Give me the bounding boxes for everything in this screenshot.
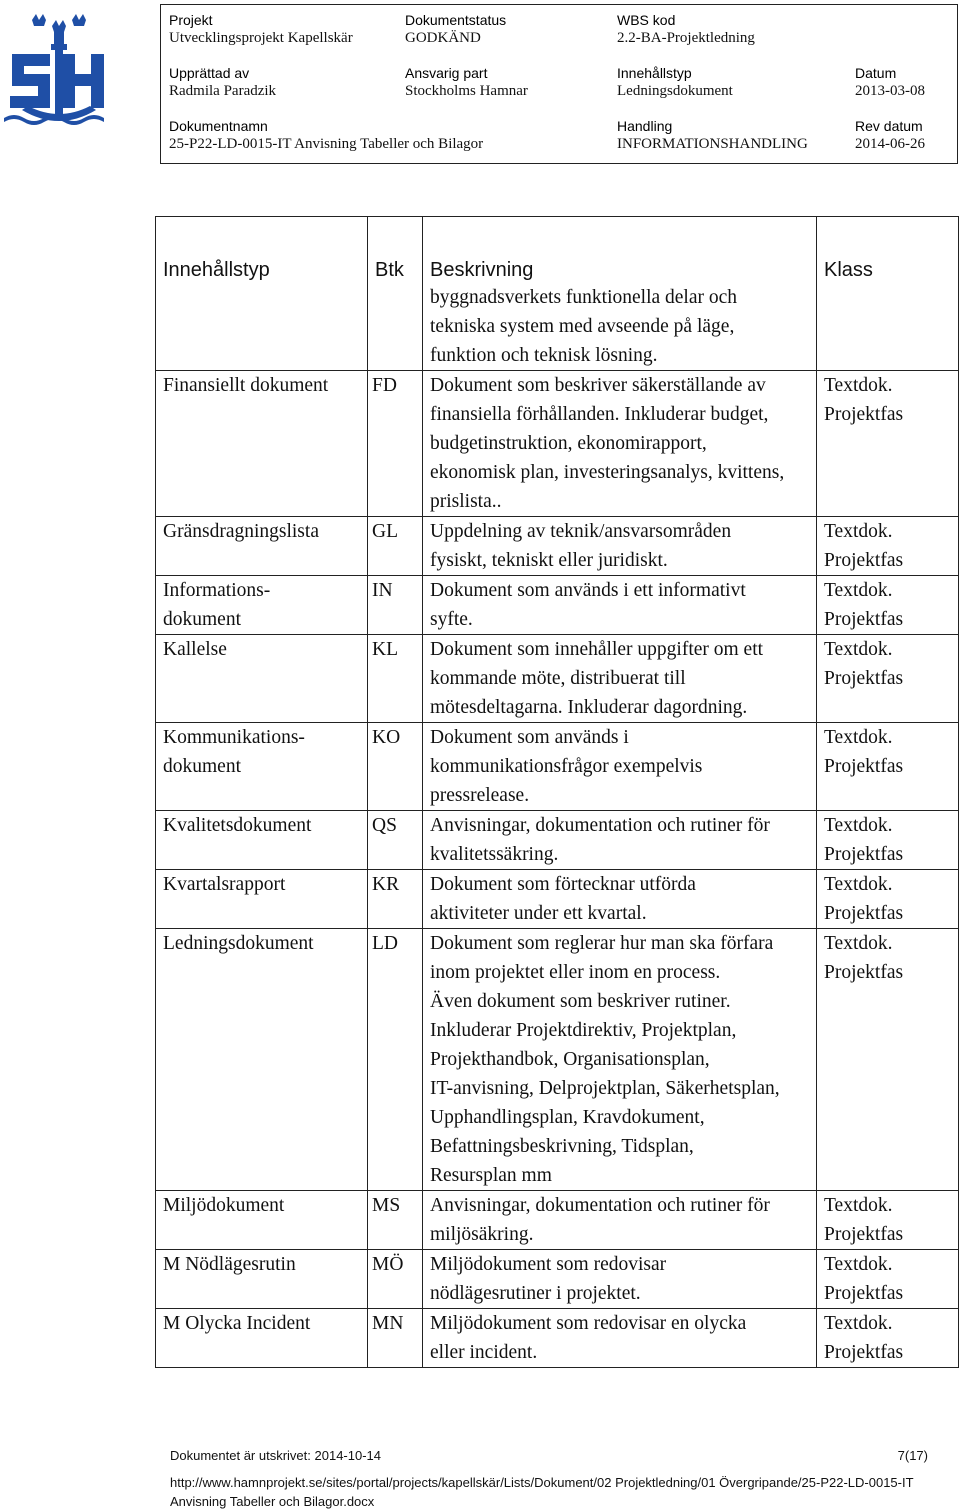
revdatum-value: 2014-06-26 <box>855 136 925 152</box>
table-row <box>156 576 959 635</box>
cell-klass: Textdok. Projektfas <box>817 723 959 811</box>
status-value: GODKÄND <box>405 30 481 46</box>
cell-innehallstyp: Kvartalsrapport <box>156 870 368 929</box>
status-label: Dokumentstatus <box>405 12 507 28</box>
cell-klass: Textdok. Projektfas <box>817 870 959 929</box>
cell-btk: MÖ <box>368 1250 423 1309</box>
cell-klass: Textdok. Projektfas <box>817 1309 959 1368</box>
stockholms-hamnar-logo <box>2 12 115 130</box>
printed-date: Dokumentet är utskrivet: 2014-10-14 <box>170 1448 381 1463</box>
cell-beskrivning: Anvisningar, dokumentation och rutiner för miljösäkring. <box>423 1191 817 1250</box>
cell-innehallstyp: Ledningsdokument <box>156 929 368 1191</box>
ansvarig-value: Stockholms Hamnar <box>405 83 528 99</box>
cell-klass <box>817 283 959 371</box>
cell-beskrivning: Dokument som förtecknar utförda aktiviteter under ett kvartal. <box>423 870 817 929</box>
cell-innehallstyp: M Nödlägesrutin <box>156 1250 368 1309</box>
table-row <box>156 635 959 723</box>
dokumentnamn-label: Dokumentnamn <box>169 118 268 134</box>
table-row <box>156 870 959 929</box>
cell-innehallstyp: Miljödokument <box>156 1191 368 1250</box>
header-beskrivning: Beskrivning <box>423 217 817 284</box>
cell-klass: Textdok. Projektfas <box>817 635 959 723</box>
handling-label: Handling <box>617 118 673 134</box>
cell-innehallstyp: Informations- dokument <box>156 576 368 635</box>
cell-klass: Textdok. Projektfas <box>817 517 959 576</box>
datum-label: Datum <box>855 65 897 81</box>
cell-innehallstyp: Gränsdragningslista <box>156 517 368 576</box>
cell-klass: Textdok. Projektfas <box>817 811 959 870</box>
cell-btk <box>368 283 423 371</box>
table-row <box>156 517 959 576</box>
cell-beskrivning: Dokument som används i ett informativt syfte. <box>423 576 817 635</box>
cell-klass: Textdok. Projektfas <box>817 1191 959 1250</box>
cell-beskrivning: Dokument som beskriver säkerställande av finansiella förhållanden. Inkluderar budget, budgetinstruktion, ekonomirapport, ekonomisk plan, investeringsanalys, kvittens, prislista.. <box>423 371 817 517</box>
innehallstyp-value: Ledningsdokument <box>617 83 733 99</box>
cell-beskrivning: Dokument som reglerar hur man ska förfara inom projektet eller inom en process. Även dokument som beskriver rutiner. Inkluderar Projektdirektiv, Projektplan, Projekthandbok, Organisationsplan, IT-anvisning, Delprojektplan, Säkerhetsplan, Upphandlingsplan, Kravdokument, Befattningsbeskrivning, Tidsplan, Resursplan mm <box>423 929 817 1191</box>
projekt-value: Utvecklingsprojekt Kapellskär <box>169 30 353 46</box>
projekt-label: Projekt <box>169 12 213 28</box>
cell-btk: LD <box>368 929 423 1191</box>
document-metadata-header <box>160 4 958 164</box>
cell-innehallstyp: Kommunikations- dokument <box>156 723 368 811</box>
cell-btk: QS <box>368 811 423 870</box>
table-row <box>156 811 959 870</box>
table-row <box>156 1191 959 1250</box>
cell-klass: Textdok. Projektfas <box>817 1250 959 1309</box>
cell-btk: GL <box>368 517 423 576</box>
page-number: 7(17) <box>897 1448 928 1463</box>
ansvarig-label: Ansvarig part <box>405 65 488 81</box>
cell-innehallstyp: Kallelse <box>156 635 368 723</box>
table-row <box>156 283 959 371</box>
cell-beskrivning: Dokument som innehåller uppgifter om ett kommande möte, distribuerat till mötesdeltagarna. Inkluderar dagordning. <box>423 635 817 723</box>
table-header-row <box>156 217 959 284</box>
cell-btk: KL <box>368 635 423 723</box>
header-btk: Btk <box>368 217 423 284</box>
document-type-table <box>155 216 959 1368</box>
cell-btk: MS <box>368 1191 423 1250</box>
wbs-value: 2.2-BA-Projektledning <box>617 30 755 46</box>
table-row <box>156 929 959 1191</box>
cell-btk: FD <box>368 371 423 517</box>
cell-btk: KR <box>368 870 423 929</box>
cell-beskrivning: Miljödokument som redovisar en olycka eller incident. <box>423 1309 817 1368</box>
datum-value: 2013-03-08 <box>855 83 925 99</box>
cell-innehallstyp: Kvalitetsdokument <box>156 811 368 870</box>
header-klass: Klass <box>817 217 959 284</box>
cell-klass: Textdok. Projektfas <box>817 929 959 1191</box>
page-footer <box>170 1448 928 1463</box>
dokumentnamn-value: 25-P22-LD-0015-IT Anvisning Tabeller och Bilagor <box>169 136 484 152</box>
wbs-label: WBS kod <box>617 12 676 28</box>
cell-beskrivning: Miljödokument som redovisar nödlägesrutiner i projektet. <box>423 1250 817 1309</box>
document-path: http://www.hamnprojekt.se/sites/portal/projects/kapellskär/Lists/Dokument/02 Projektledning/01 Övergripande/25-P22-LD-0015-IT Anvisning Tabeller och Bilagor.docx <box>170 1475 914 1509</box>
cell-klass: Textdok. Projektfas <box>817 371 959 517</box>
table-row <box>156 1309 959 1368</box>
revdatum-label: Rev datum <box>855 118 923 134</box>
cell-innehallstyp: Finansiellt dokument <box>156 371 368 517</box>
cell-beskrivning: byggnadsverkets funktionella delar och tekniska system med avseende på läge, funktion och teknisk lösning. <box>423 283 817 371</box>
table-row <box>156 1250 959 1309</box>
upprattad-value: Radmila Paradzik <box>169 83 277 99</box>
cell-btk: MN <box>368 1309 423 1368</box>
cell-klass: Textdok. Projektfas <box>817 576 959 635</box>
innehallstyp-label: Innehållstyp <box>617 65 692 81</box>
cell-btk: IN <box>368 576 423 635</box>
cell-btk: KO <box>368 723 423 811</box>
cell-innehallstyp: M Olycka Incident <box>156 1309 368 1368</box>
handling-value: INFORMATIONSHANDLING <box>617 136 808 152</box>
cell-beskrivning: Anvisningar, dokumentation och rutiner för kvalitetssäkring. <box>423 811 817 870</box>
table-row <box>156 723 959 811</box>
cell-beskrivning: Dokument som används i kommunikationsfrågor exempelvis pressrelease. <box>423 723 817 811</box>
upprattad-label: Upprättad av <box>169 65 250 81</box>
cell-innehallstyp <box>156 283 368 371</box>
header-innehallstyp: Innehållstyp <box>156 217 368 284</box>
table-row <box>156 371 959 517</box>
cell-beskrivning: Uppdelning av teknik/ansvarsområden fysiskt, tekniskt eller juridiskt. <box>423 517 817 576</box>
